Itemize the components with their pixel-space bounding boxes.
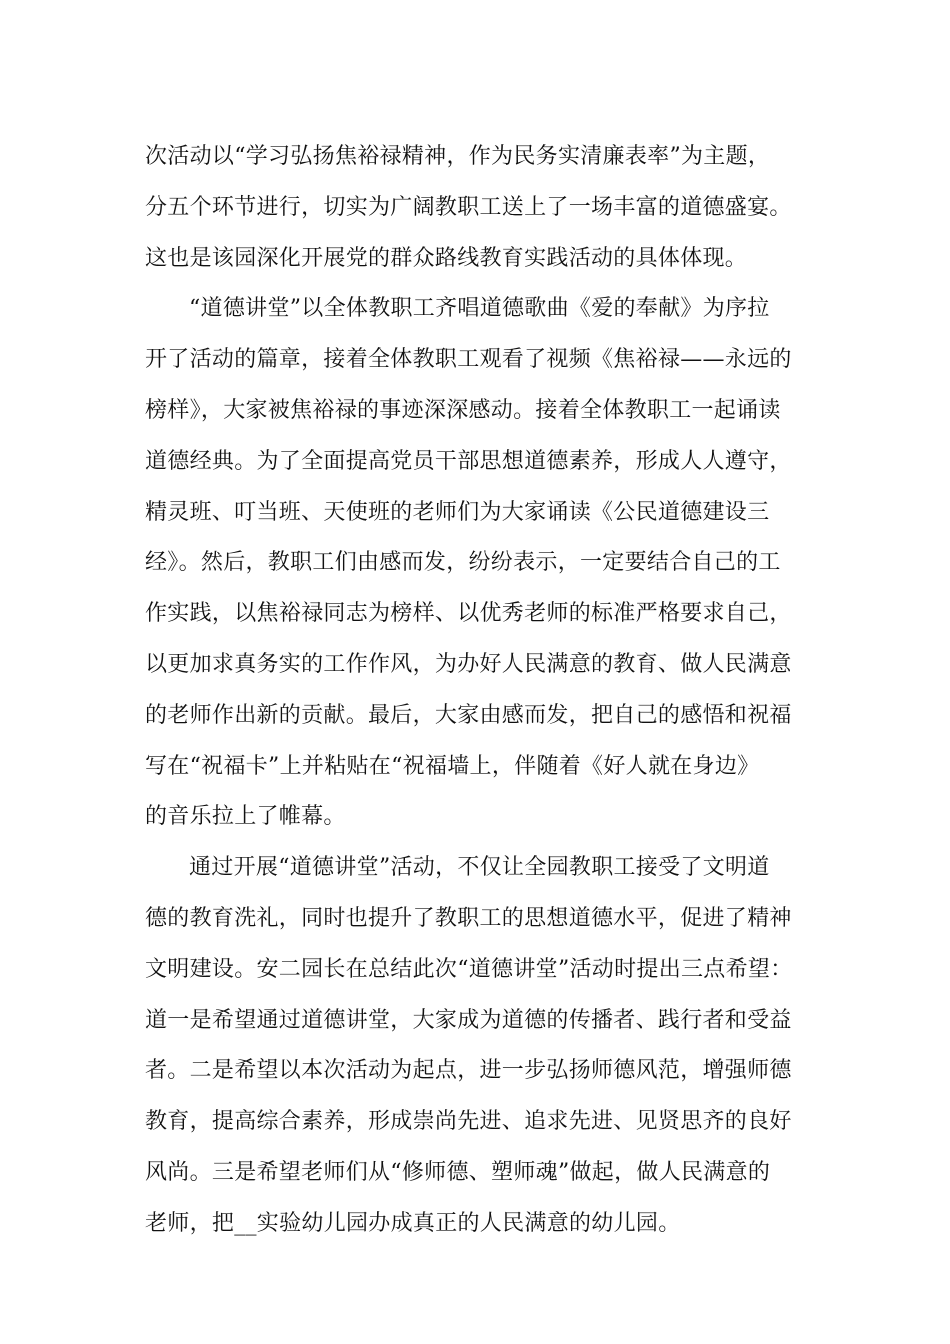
text-line: 文明建设。安二园长在总结此次“道德讲堂”活动时提出三点希望：	[145, 956, 793, 982]
text-line: 的音乐拉上了帷幕。	[145, 804, 346, 830]
paragraph-2	[145, 284, 825, 843]
text-line: 写在“祝福卡”上并粘贴在“祝福墙上，伴随着《好人就在身边》	[145, 753, 760, 779]
text-line: 分五个环节进行，切实为广阔教职工送上了一场丰富的道德盛宴。	[145, 194, 792, 220]
text-line: 以更加求真务实的工作作风，为办好人民满意的教育、做人民满意	[145, 651, 792, 677]
paragraph-3	[145, 843, 825, 1249]
text-line: 榜样》，大家被焦裕禄的事迹深深感动。接着全体教职工一起诵读	[145, 397, 781, 423]
text-line: 教育，提高综合素养，形成崇尚先进、追求先进、见贤思齐的良好	[145, 1109, 792, 1135]
text-line: 通过开展“道德讲堂”活动，不仅让全园教职工接受了文明道	[189, 855, 770, 881]
text-line: 德的教育洗礼，同时也提升了教职工的思想道德水平，促进了精神	[145, 905, 792, 931]
text-line: “道德讲堂”以全体教职工齐唱道德歌曲《爱的奉献》为序拉	[189, 296, 770, 322]
text-line: 道一是希望通过道德讲堂，大家成为道德的传播者、践行者和受益	[145, 1007, 792, 1033]
text-line: 精灵班、叮当班、天使班的老师们为大家诵读《公民道德建设三	[145, 499, 770, 525]
text-line: 经》。然后，教职工们由感而发，纷纷表示，一定要结合自己的工	[145, 550, 781, 576]
text-line: 次活动以“学习弘扬焦裕禄精神，作为民务实清廉表率”为主题，	[145, 144, 771, 169]
text-line: 这也是该园深化开展党的群众路线教育实践活动的具体体现。	[145, 245, 748, 271]
text-line: 的老师作出新的贡献。最后，大家由感而发，把自己的感悟和祝福	[145, 702, 792, 728]
paragraph-1	[145, 132, 825, 284]
text-line: 者。二是希望以本次活动为起点，进一步弘扬师德风范，增强师德	[145, 1058, 792, 1084]
text-line: 开了活动的篇章，接着全体教职工观看了视频《焦裕禄——永远的	[145, 347, 792, 373]
text-line: 老师，把__实验幼儿园办成真正的人民满意的幼儿园。	[145, 1210, 681, 1236]
text-line: 作实践，以焦裕禄同志为榜样、以优秀老师的标准严格要求自己，	[145, 601, 792, 627]
text-line: 道德经典。为了全面提高党员干部思想道德素养，形成人人遵守，	[145, 448, 792, 474]
document-body	[145, 132, 825, 1250]
text-line: 风尚。三是希望老师们从“修师德、塑师魂”做起，做人民满意的	[145, 1159, 771, 1185]
